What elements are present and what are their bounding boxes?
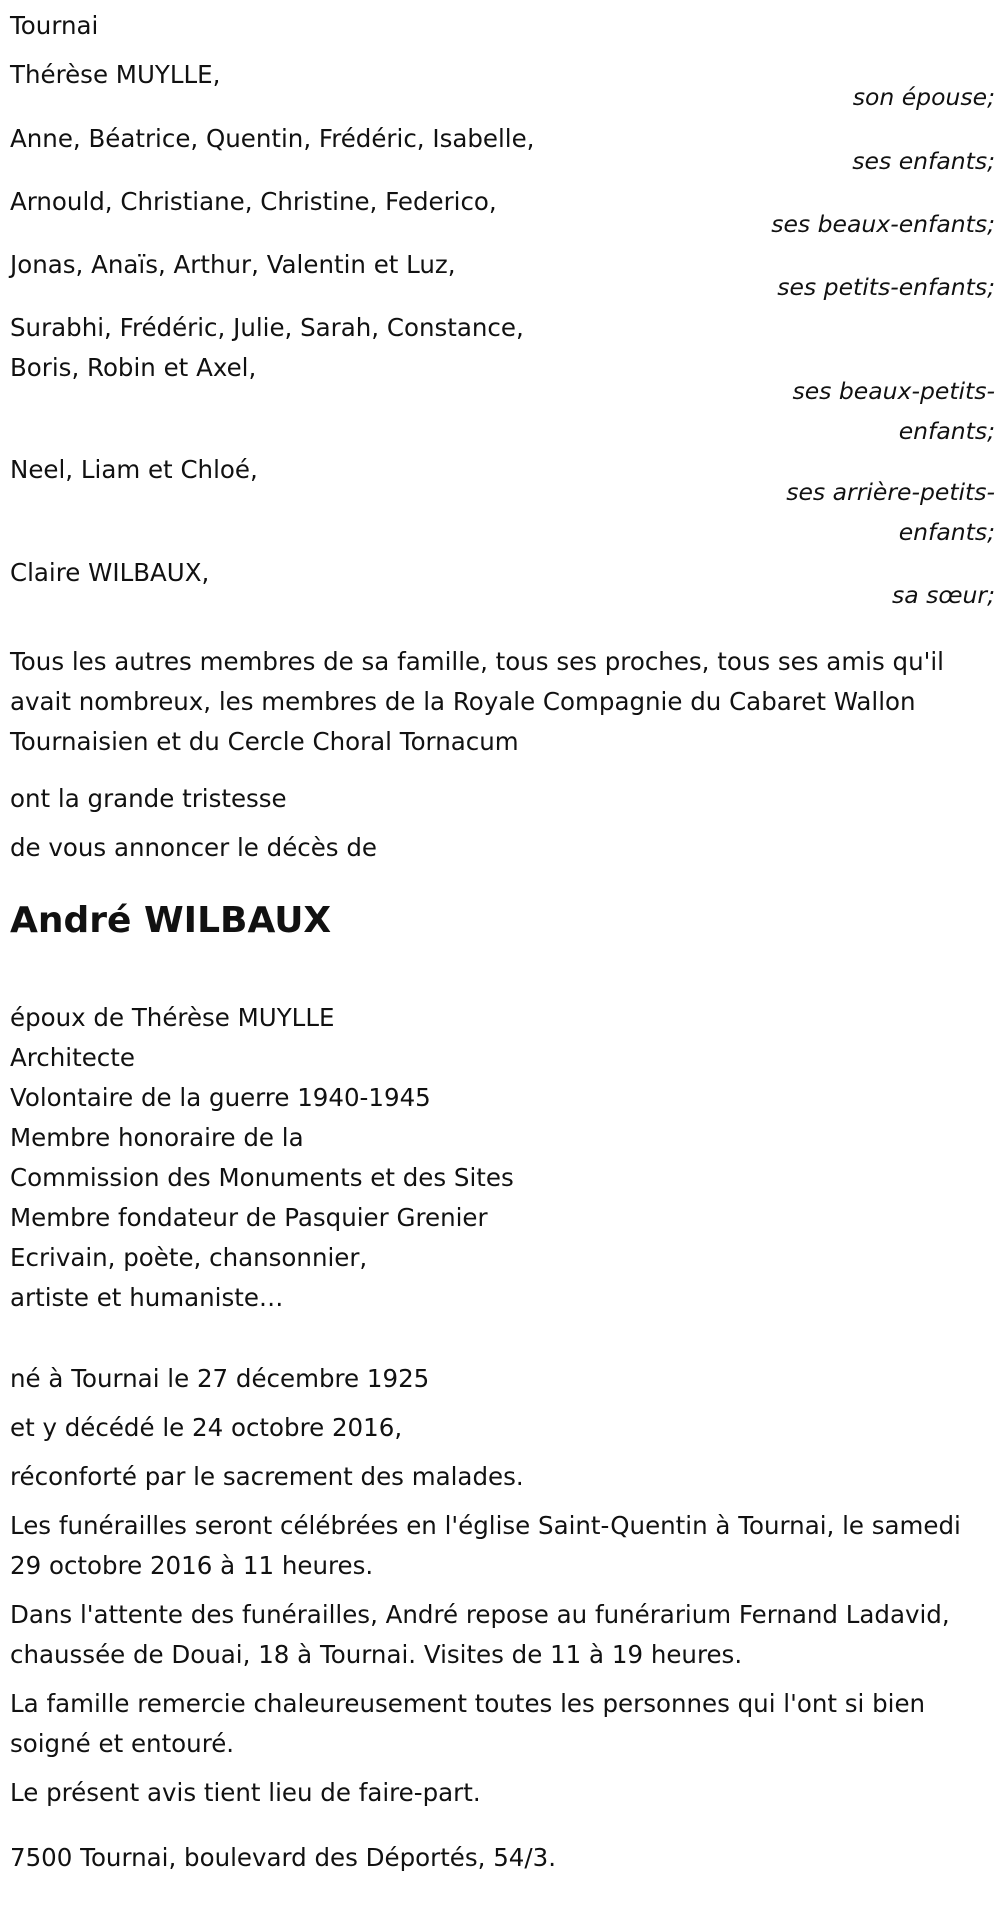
family-relation: sa sœur; (892, 581, 995, 609)
family-names: Claire WILBAUX, (10, 558, 210, 587)
family-relation: ses petits-enfants; (777, 273, 995, 301)
deceased-name: André WILBAUX (10, 900, 332, 941)
family-row-sister (10, 553, 995, 616)
announcement-line-2: de vous annoncer le décès de (10, 833, 377, 862)
family-thanks: La famille remercie chaleureusement toutes les personnes qui l'ont si bien soigné et entouré. (10, 1689, 926, 1758)
family-row-grandchildren (10, 245, 995, 308)
title-line: Membre fondateur de Pasquier Grenier (10, 1203, 488, 1232)
funeral-home-visits: Dans l'attente des funérailles, André repose au funérarium Fernand Ladavid, chaussée de Douai, 18 à Tournai. Visites de 11 à 19 heures. (10, 1600, 950, 1669)
title-line: Ecrivain, poète, chansonnier, (10, 1243, 368, 1272)
family-names: Anne, Béatrice, Quentin, Frédéric, Isabelle, (10, 124, 535, 153)
family-address: 7500 Tournai, boulevard des Déportés, 54/3. (10, 1843, 557, 1872)
title-line: Commission des Monuments et des Sites (10, 1163, 514, 1192)
family-row-great-grandchildren (10, 450, 995, 553)
funeral-details (10, 1359, 985, 1822)
family-relation: ses beaux-enfants; (771, 210, 995, 238)
family-names: Jonas, Anaïs, Arthur, Valentin et Luz, (10, 250, 456, 279)
deceased-titles (10, 998, 514, 1318)
announcement-line-1: ont la grande tristesse (10, 784, 287, 813)
death-line: et y décédé le 24 octobre 2016, (10, 1413, 403, 1442)
title-line: artiste et humaniste… (10, 1283, 284, 1312)
city-name: Tournai (10, 11, 99, 40)
family-names: Neel, Liam et Chloé, (10, 455, 258, 484)
family-relation: son épouse; (852, 83, 995, 111)
family-relation: ses arrière-petits-enfants; (786, 478, 995, 546)
family-row-grandchildren-in-law (10, 308, 995, 450)
sacrament-line: réconforté par le sacrement des malades. (10, 1462, 524, 1491)
family-names: Arnould, Christiane, Christine, Federico, (10, 187, 497, 216)
family-row-children (10, 119, 995, 182)
family-names: Surabhi, Frédéric, Julie, Sarah, Constance, Boris, Robin et Axel, (10, 313, 524, 382)
family-names: Thérèse MUYLLE, (10, 60, 221, 89)
title-line: Volontaire de la guerre 1940-1945 (10, 1083, 431, 1112)
funeral-ceremony: Les funérailles seront célébrées en l'église Saint-Quentin à Tournai, le samedi 29 octobre 2016 à 11 heures. (10, 1511, 961, 1580)
birth-line: né à Tournai le 27 décembre 1925 (10, 1364, 430, 1393)
notice-statement: Le présent avis tient lieu de faire-part. (10, 1778, 481, 1807)
family-row-spouse (10, 55, 995, 119)
other-mourners: Tous les autres membres de sa famille, tous ses proches, tous ses amis qu'il avait nombreux, les membres de la Royale Compagnie du Cabaret Wallon Tournaisien et du Cercle Choral Tornacum (10, 646, 944, 756)
title-line: Architecte (10, 1043, 135, 1072)
family-list (10, 55, 995, 616)
title-line: Membre honoraire de la (10, 1123, 304, 1152)
family-relation: ses enfants; (852, 147, 995, 175)
title-line: époux de Thérèse MUYLLE (10, 1003, 335, 1032)
family-row-children-in-law (10, 182, 995, 245)
family-relation: ses beaux-petits-enfants; (792, 377, 995, 445)
